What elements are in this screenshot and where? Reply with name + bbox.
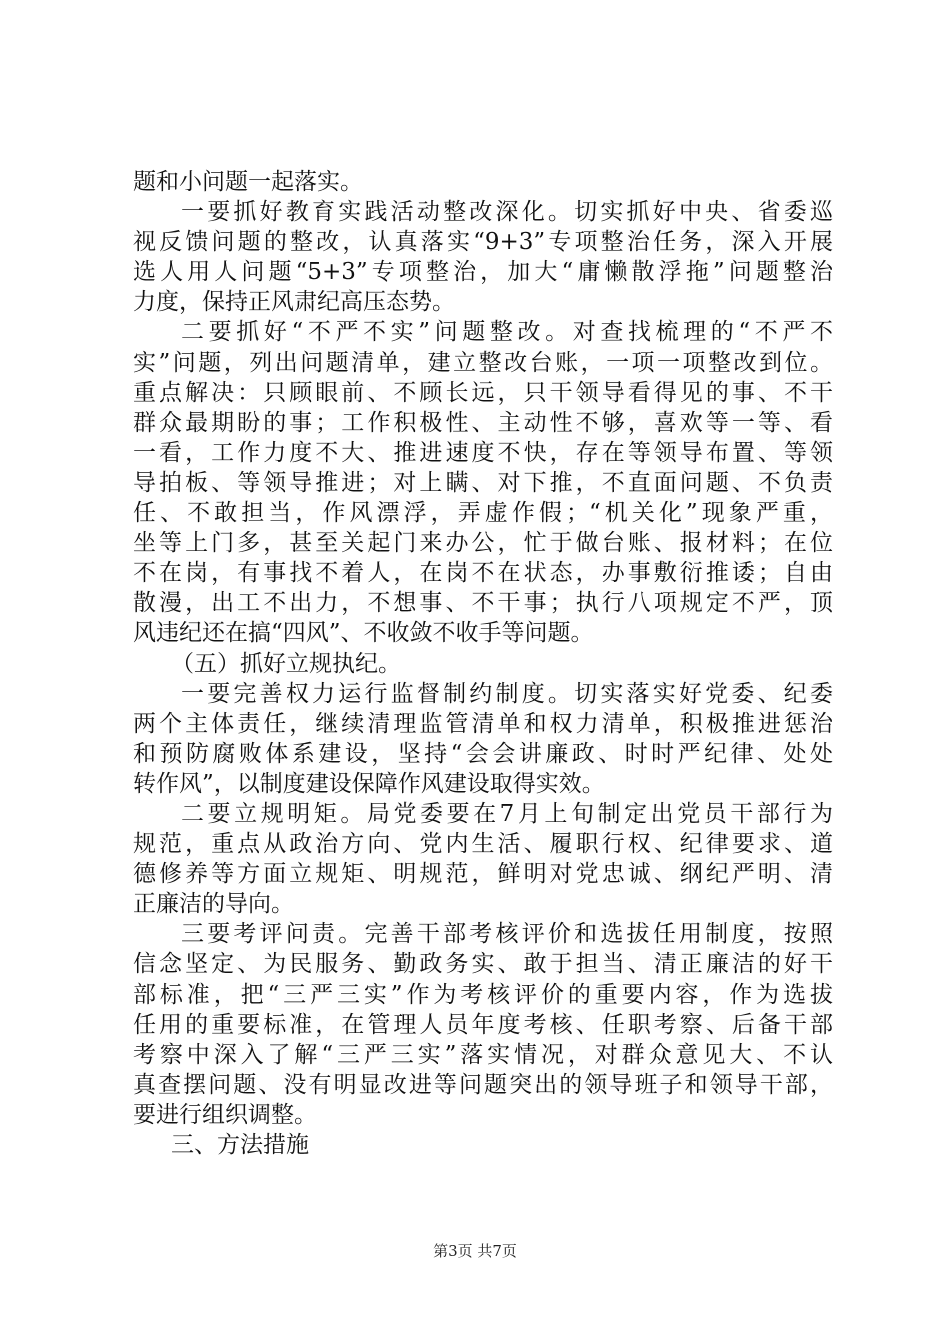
body-line: 三、方法措施 <box>171 1132 309 1158</box>
body-line: 部标准，把“三严三实”作为考核评价的重要内容，作为选拔 <box>133 981 833 1008</box>
body-line: （五）抓好立规执纪。 <box>171 650 401 677</box>
body-line: 德修养等方面立规矩、明规范，鲜明对党忠诚、纲纪严明、清 <box>133 861 833 888</box>
body-line: 一要抓好教育实践活动整改深化。切实抓好中央、省委巡 <box>181 199 833 226</box>
body-line: 要进行组织调整。 <box>133 1101 317 1128</box>
page-footer: 第3页 共7页 <box>433 1242 517 1260</box>
body-line: 和预防腐败体系建设，坚持“会会讲廉政、时时严纪律、处处 <box>133 740 833 767</box>
body-line: 转作风”，以制度建设保障作风建设取得实效。 <box>133 770 605 797</box>
body-line: 风违纪还在搞“四风”、不收敛不收手等问题。 <box>133 620 594 647</box>
body-line: 力度，保持正风肃纪高压态势。 <box>133 289 455 316</box>
body-line: 散漫，出工不出力，不想事、不干事；执行八项规定不严，顶 <box>133 590 833 617</box>
body-line: 一要完善权力运行监督制约制度。切实落实好党委、纪委 <box>181 680 833 707</box>
body-line: 信念坚定、为民服务、勤政务实、敢于担当、清正廉洁的好干 <box>133 951 833 978</box>
document-body <box>133 167 833 1160</box>
body-line: 坐等上门多，甚至关起门来办公，忙于做台账、报材料；在位 <box>133 530 833 557</box>
body-line: 两个主体责任，继续清理监管清单和权力清单，积极推进惩治 <box>133 710 833 737</box>
body-line: 任、不敢担当，作风漂浮，弄虚作假；“机关化”现象严重， <box>133 500 833 527</box>
body-line: 任用的重要标准，在管理人员年度考核、任职考察、后备干部 <box>133 1011 833 1038</box>
body-line: 群众最期盼的事；工作积极性、主动性不够，喜欢等一等、看 <box>133 409 833 436</box>
body-line: 题和小问题一起落实。 <box>133 169 363 195</box>
body-line: 不在岗，有事找不着人，在岗不在状态，办事敷衍推诿；自由 <box>133 560 833 587</box>
body-line: 导拍板、等领导推进；对上瞒、对下推，不直面问题、不负责 <box>133 469 833 496</box>
body-line: 实”问题，列出问题清单，建立整改台账，一项一项整改到位。 <box>133 349 833 376</box>
body-line: 二要立规明矩。局党委要在7月上旬制定出党员干部行为 <box>181 800 833 827</box>
body-line: 二要抓好“不严不实”问题整改。对查找梳理的“不严不 <box>181 319 833 346</box>
body-line: 选人用人问题“5+3”专项整治，加大“庸懒散浮拖”问题整治 <box>133 259 833 286</box>
body-line: 考察中深入了解“三严三实”落实情况，对群众意见大、不认 <box>133 1041 833 1068</box>
body-line: 真查摆问题、没有明显改进等问题突出的领导班子和领导干部， <box>133 1071 833 1098</box>
body-line: 三要考评问责。完善干部考核评价和选拔任用制度，按照 <box>181 921 833 948</box>
body-line: 视反馈问题的整改，认真落实“9+3”专项整治任务，深入开展 <box>133 229 833 256</box>
body-line: 正廉洁的导向。 <box>133 891 294 918</box>
body-line: 一看，工作力度不大、推进速度不快，存在等领导布置、等领 <box>133 439 833 466</box>
body-line: 规范，重点从政治方向、党内生活、履职行权、纪律要求、道 <box>133 831 833 858</box>
body-line: 重点解决：只顾眼前、不顾长远，只干领导看得见的事、不干 <box>133 379 833 406</box>
